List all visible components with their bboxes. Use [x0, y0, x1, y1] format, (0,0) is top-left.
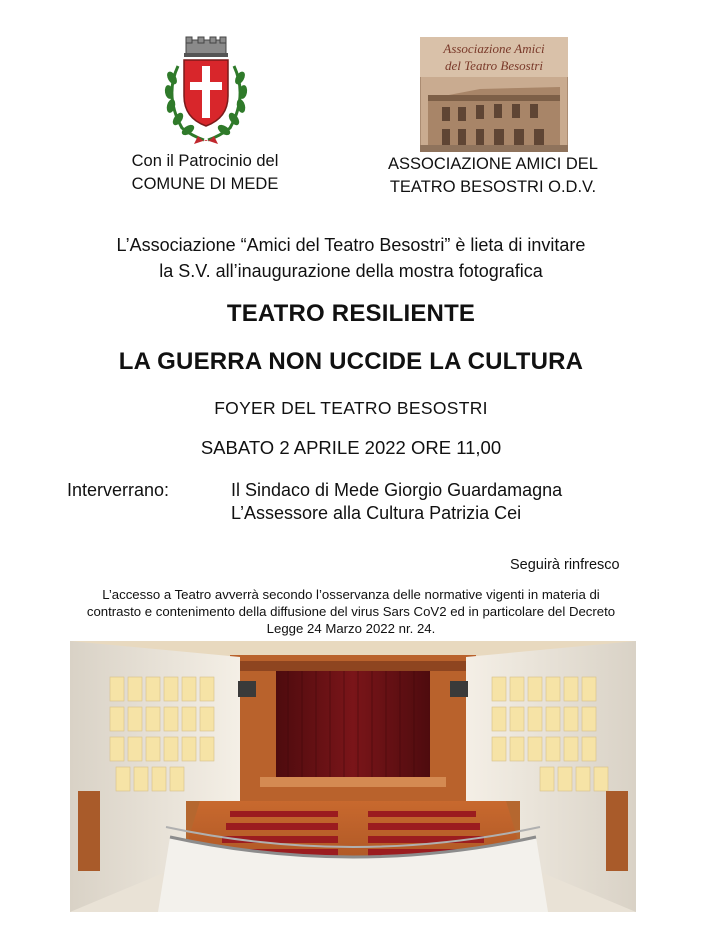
event-datetime: SABATO 2 APRILE 2022 ORE 11,00: [200, 437, 502, 458]
association-line2: TEATRO BESOSTRI O.D.V.: [389, 178, 597, 196]
associazione-logo-photo: [420, 37, 568, 152]
refreshment-note: Seguirà rinfresco: [510, 557, 620, 573]
speaker-item: Il Sindaco di Mede Giorgio Guardamagna: [231, 480, 563, 500]
event-title-line2: LA GUERRA NON UCCIDE LA CULTURA: [118, 348, 584, 375]
notice-line3: Legge 24 Marzo 2022 nr. 24.: [266, 621, 436, 636]
logo-text-line2: del Teatro Besostri: [445, 58, 543, 73]
patronage-line2: COMUNE DI MEDE: [131, 175, 279, 193]
speaker-item: L’Assessore alla Cultura Patrizia Cei: [231, 503, 522, 523]
event-venue: FOYER DEL TEATRO BESOSTRI: [214, 398, 488, 418]
notice-line1: L’accesso a Teatro avverrà secondo l’osservanza delle normative vigenti in materia di: [102, 587, 600, 602]
logo-text-line1: Associazione Amici: [443, 41, 545, 56]
association-line1: ASSOCIAZIONE AMICI DEL: [388, 155, 598, 173]
theatre-interior-photo: [70, 641, 636, 912]
notice-line2: contrasto e contenimento della diffusione del virus Sars CoV2 ed in particolare del Decreto: [86, 604, 616, 619]
patronage-line1: Con il Patrocinio del: [131, 152, 279, 170]
access-notice: [60, 586, 642, 637]
invitation-line2: la S.V. all’inaugurazione della mostra fotografica: [159, 261, 543, 281]
invitation-text: [30, 232, 672, 284]
speakers-label: Interverrano:: [67, 480, 170, 500]
association-name: [358, 153, 628, 199]
event-title-line1: TEATRO RESILIENTE: [226, 300, 476, 327]
comune-di-mede-crest-icon: [160, 36, 252, 148]
invitation-line1: L’Associazione “Amici del Teatro Besostri” è lieta di invitare: [116, 235, 586, 255]
patronage-text: [100, 150, 310, 196]
